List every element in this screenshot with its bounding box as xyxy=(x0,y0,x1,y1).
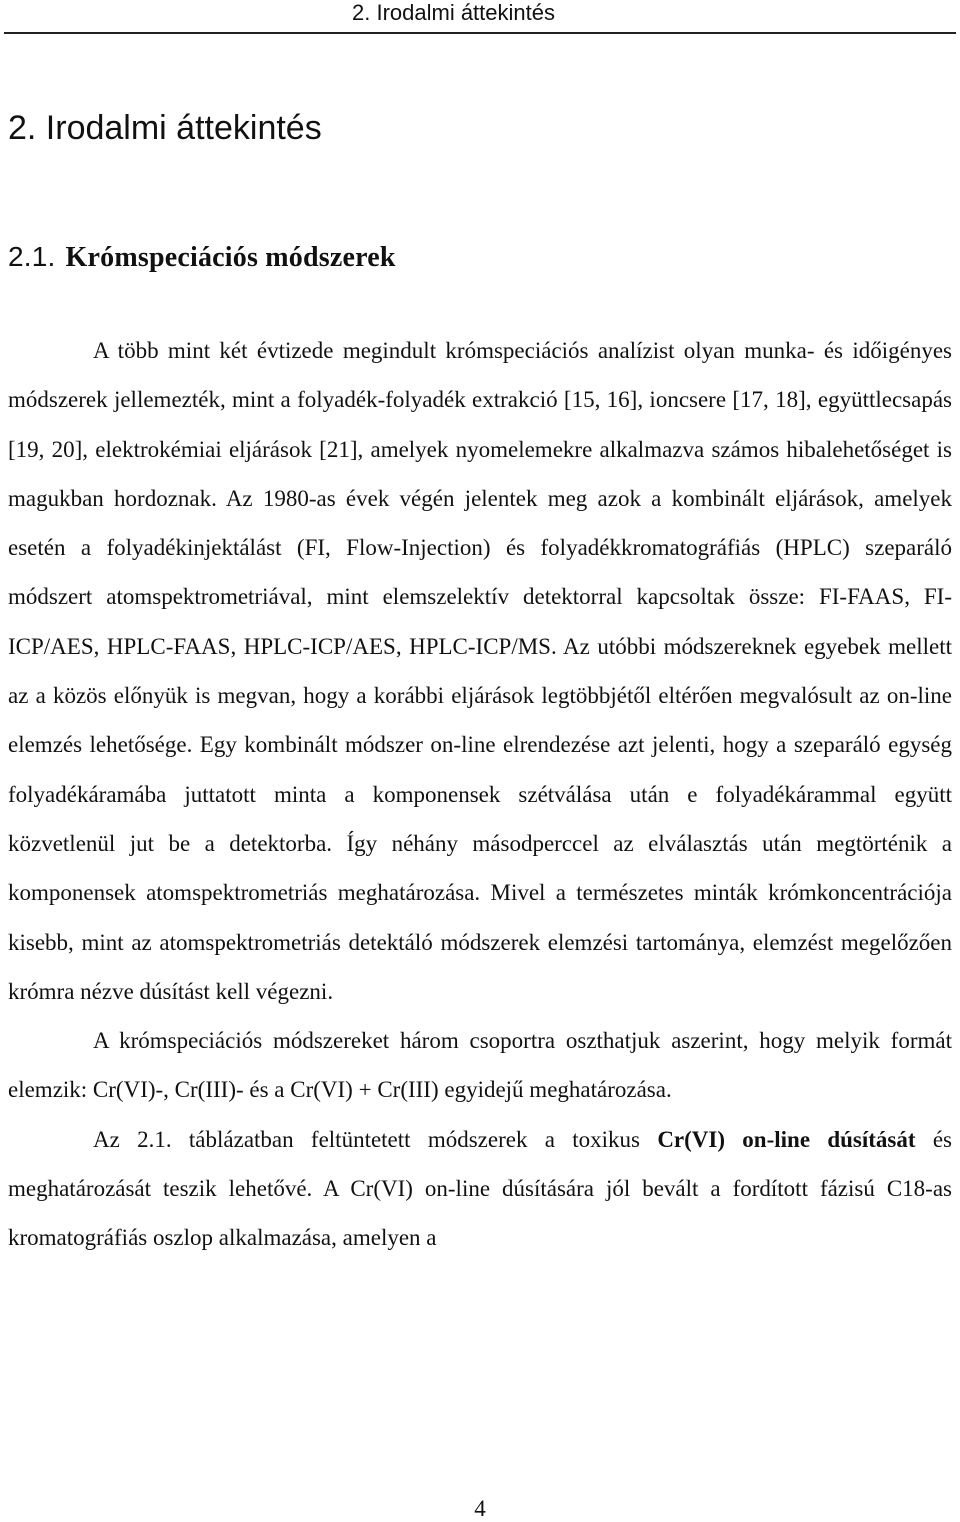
paragraph-3-emphasis: Cr(VI) on-line dúsítását xyxy=(657,1126,916,1152)
body-text xyxy=(8,326,952,1263)
section-number: 2.1. xyxy=(8,241,56,272)
header-rule xyxy=(4,32,956,34)
running-header-title: 2. Irodalmi áttekintés xyxy=(352,0,555,25)
paragraph-3 xyxy=(8,1115,952,1263)
paragraph-2: A krómspeciációs módszereket három csoportra oszthatjuk aszerint, hogy melyik formát elemzik: Cr(VI)-, Cr(III)- és a Cr(VI) + Cr(III) egyidejű meghatározása. xyxy=(8,1028,952,1103)
paragraph-3-part-1: Az 2.1. táblázatban feltüntetett módszerek a toxikus xyxy=(93,1126,658,1152)
section-title: Krómspeciációs módszerek xyxy=(65,242,396,273)
page-number: 4 xyxy=(474,1496,486,1521)
paragraph-3-part-2: és meghatározását teszik lehetővé. A Cr(VI) on-line dúsítására jól bevált a fordított fázisú C18-as kromatográfiás oszlop alkalmazása, amelyen a xyxy=(8,1126,952,1251)
section-heading xyxy=(8,240,396,275)
running-header xyxy=(0,0,960,30)
paragraph-1: A több mint két évtizede megindult krómspeciációs analízist olyan munka- és időigényes módszerek jellemezték, mint a folyadék-folyadék extrakció [15, 16], ioncsere [17, 18], együttlecsapás [19, 20], elektrokémiai eljárások [21], amelyek nyomelemekre alkalmazva számos hibalehetőséget is magukban hordoznak. Az 1980-as évek végén jelentek meg azok a kombinált eljárások, amelyek esetén a folyadékinjektálást (FI, Flow-Injection) és folyadékkromatográfiás (HPLC) szeparáló módszert atomspektrometriával, mint elemszelektív detektorral kapcsoltak össze: FI-FAAS, FI-ICP/AES, HPLC-FAAS, HPLC-ICP/AES, HPLC-ICP/MS. Az utóbbi módszereknek egyebek mellett az a közös előnyük is megvan, hogy a korábbi eljárások legtöbbjétől eltérően megvalósult az on-line elemzés lehetősége. Egy kombinált módszer on-line elrendezése azt jelenti, hogy a szeparáló egység folyadékáramába juttatott minta a komponensek szétválása után e folyadékárammal együtt közvetlenül jut be a detektorba. Így néhány másodperccel az elválasztás után megtörténik a komponensek atomspektrometriás meghatározása. Mivel a természetes minták krómkoncentrációja kisebb, mint az atomspektrometriás detektáló módszerek elemzési tartománya, elemzést megelőzően krómra nézve dúsítást kell végezni. xyxy=(8,338,952,1004)
chapter-title: 2. Irodalmi áttekintés xyxy=(8,109,322,147)
